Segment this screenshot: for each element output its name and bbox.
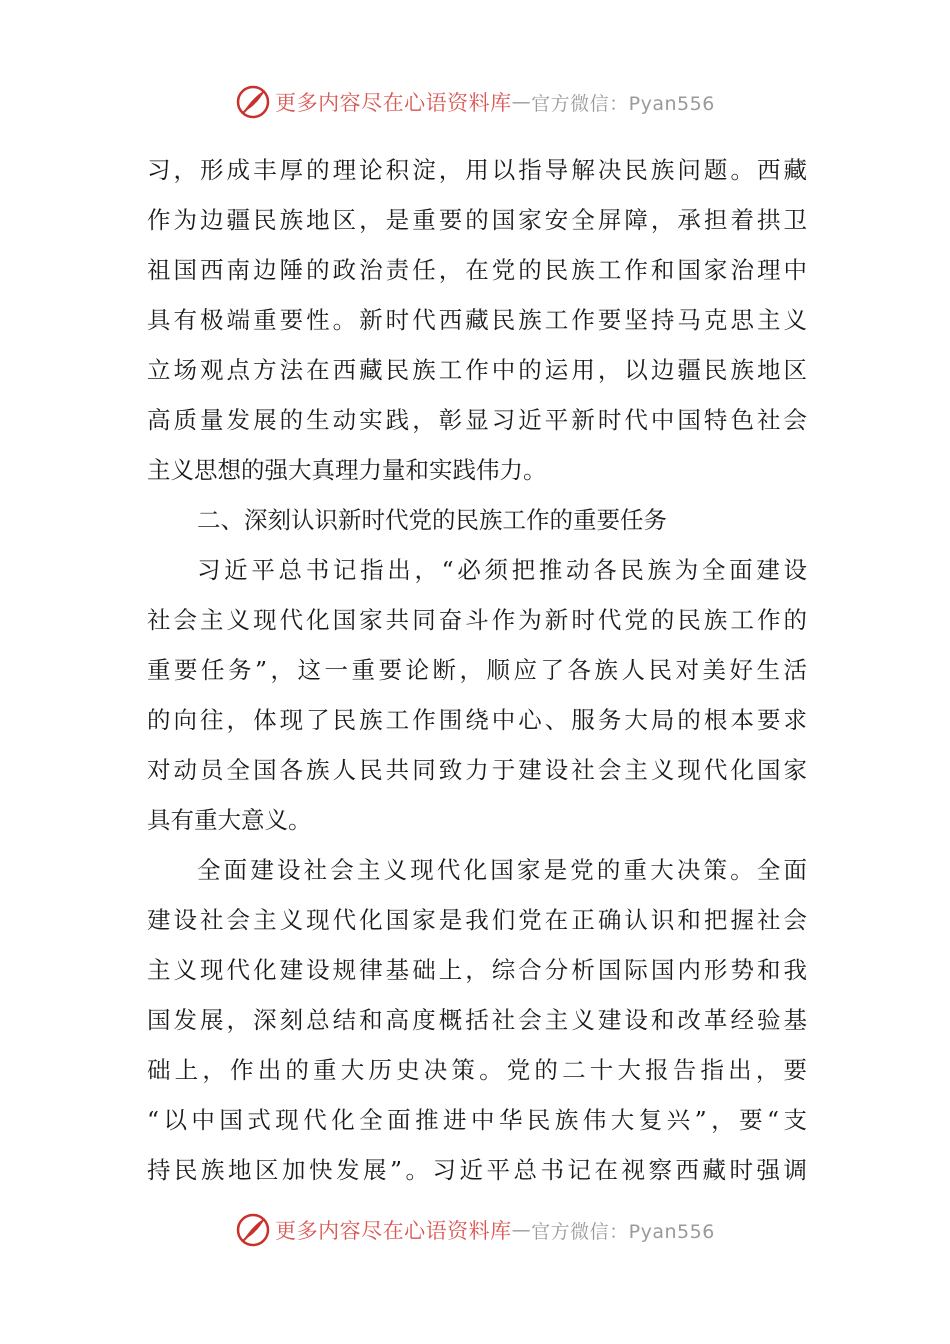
text-line: 习近平总书记指出，“必须把推动各民族为全面建设 (197, 556, 807, 584)
text-line: “以中国式现代化全面推进中华民族伟大复兴”，要“支 (147, 1106, 807, 1134)
footer-banner (0, 1210, 950, 1250)
text-line: 社会主义现代化国家共同奋斗作为新时代党的民族工作的 (147, 606, 807, 634)
quill-logo-icon (235, 1212, 271, 1248)
text-line: 主义思想的强大真理力量和实践伟力。 (147, 456, 547, 484)
text-line: 习，形成丰厚的理论积淀，用以指导解决民族问题。西藏 (147, 156, 807, 184)
text-line: 具有极端重要性。新时代西藏民族工作要坚持马克思主义 (147, 306, 807, 334)
text-line: 主义现代化建设规律基础上，综合分析国际国内形势和我 (147, 956, 807, 984)
document-body (147, 145, 807, 1195)
text-line: 全面建设社会主义现代化国家是党的重大决策。全面 (197, 856, 807, 884)
header-dash: — (511, 91, 532, 113)
text-line: 的向往，体现了民族工作围绕中心、服务大局的根本要求 (147, 706, 807, 734)
text-line: 作为边疆民族地区，是重要的国家安全屏障，承担着拱卫 (147, 206, 807, 234)
footer-contact-text: 官方微信：Pyan556 (531, 1220, 715, 1243)
text-line: 建设社会主义现代化国家是我们党在正确认识和把握社会 (147, 906, 807, 934)
header-site-text: 更多内容尽在心语资料库 (275, 91, 512, 115)
text-line: 高质量发展的生动实践，彰显习近平新时代中国特色社会 (147, 406, 807, 434)
footer-dash: — (511, 1219, 532, 1241)
text-line: 立场观点方法在西藏民族工作中的运用，以边疆民族地区 (147, 356, 807, 384)
quill-logo-icon (235, 84, 271, 120)
text-line: 国发展，深刻总结和高度概括社会主义建设和改革经验基 (147, 1006, 807, 1034)
text-line: 础上，作出的重大历史决策。党的二十大报告指出，要 (147, 1056, 807, 1084)
text-line: 祖国西南边陲的政治责任，在党的民族工作和国家治理中 (147, 256, 807, 284)
section-heading: 二、深刻认识新时代党的民族工作的重要任务 (197, 506, 667, 534)
footer-site-text: 更多内容尽在心语资料库 (275, 1219, 512, 1243)
header-banner (0, 82, 950, 122)
text-line: 对动员全国各族人民共同致力于建设社会主义现代化国家 (147, 756, 807, 784)
header-contact-text: 官方微信：Pyan556 (531, 92, 715, 115)
text-line: 具有重大意义。 (147, 806, 312, 834)
text-line: 重要任务”，这一重要论断，顺应了各族人民对美好生活 (147, 656, 807, 684)
text-line: 持民族地区加快发展”。习近平总书记在视察西藏时强调 (147, 1156, 807, 1184)
